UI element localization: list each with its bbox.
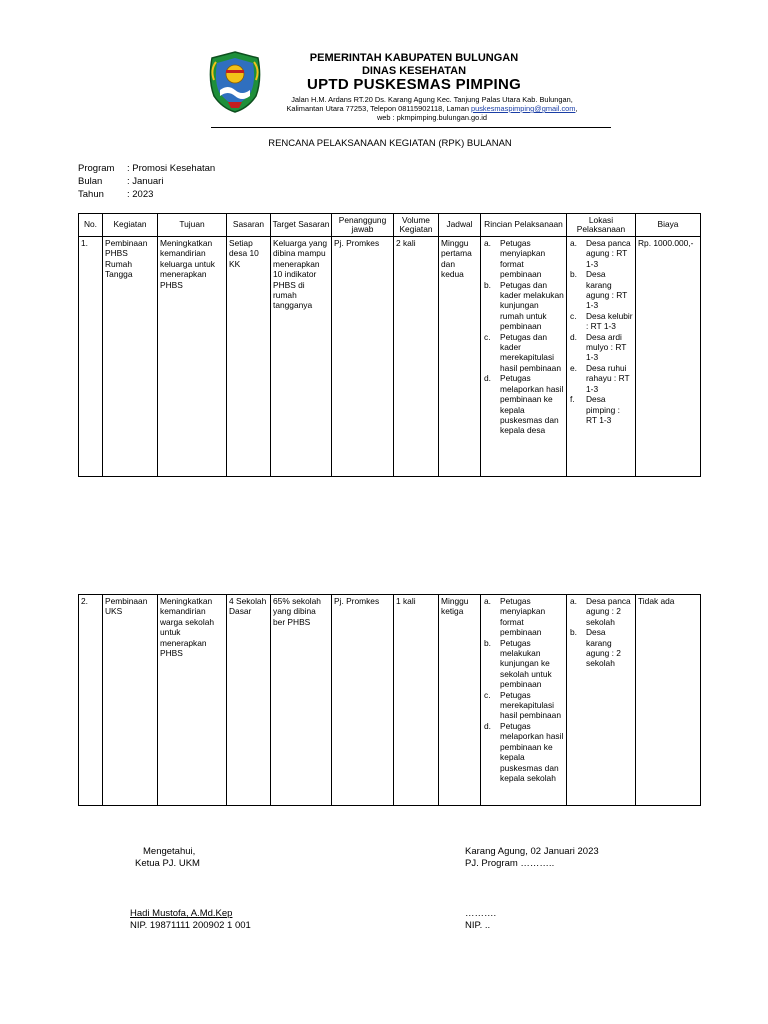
cell-lokasi <box>567 237 636 477</box>
meta-key: Tahun <box>78 189 104 200</box>
cell-target: Keluarga yang dibina mampu menerapkan 10 indikator PHBS di rumah tangganya <box>271 237 332 477</box>
list-item <box>569 596 633 627</box>
header-contact <box>262 104 602 113</box>
col-header: No. <box>79 214 103 237</box>
cell-kegiatan: Pembinaan PHBS Rumah Tangga <box>103 237 158 477</box>
cell-target: 65% sekolah yang dibina ber PHBS <box>271 595 332 806</box>
sig-left-acknowledge: Mengetahui, <box>143 846 196 857</box>
list-item <box>483 280 564 332</box>
cell-jadwal: Minggu pertama dan kedua <box>439 237 481 477</box>
list-item <box>569 363 633 394</box>
list-marker: c. <box>484 689 491 700</box>
list-text: Petugas melaporkan hasil pembinaan ke kepala puskesmas dan kepala sekolah <box>500 720 564 783</box>
document-title: RENCANA PELAKSANAAN KEGIATAN (RPK) BULANAN <box>268 138 512 149</box>
col-header: Volume Kegiatan <box>394 214 439 237</box>
list-text: Petugas menyiapkan format pembinaan <box>500 596 546 638</box>
sig-right-name: ………. <box>465 908 497 919</box>
list-text: Desa ruhui rahayu : RT 1-3 <box>586 362 630 394</box>
header-address: Jalan H.M. Ardans RT.20 Ds. Karang Agung Kec. Tanjung Palas Utara Kab. Bulungan, <box>291 95 573 104</box>
list-item <box>483 373 564 435</box>
list-marker: e. <box>570 362 577 373</box>
cell-no: 1. <box>79 237 103 477</box>
col-header: Tujuan <box>158 214 227 237</box>
meta-key: Program <box>78 163 115 174</box>
cell-rincian <box>481 237 567 477</box>
list-item <box>569 238 633 269</box>
cell-pj: Pj. Promkes <box>332 595 394 806</box>
email-link[interactable]: puskesmaspimping@gmail.com <box>470 104 576 113</box>
cell-biaya: Rp. 1000.000,- <box>636 237 701 477</box>
list-item <box>569 394 633 425</box>
list-marker: a. <box>484 238 491 248</box>
col-header: Biaya <box>636 214 701 237</box>
list-marker: d. <box>484 720 491 731</box>
meta-value: : Promosi Kesehatan <box>127 163 216 174</box>
list-marker: c. <box>570 310 577 321</box>
list-item <box>569 332 633 363</box>
col-header: Penanggung jawab <box>332 214 394 237</box>
meta-value: : 2023 <box>127 189 154 200</box>
cell-lokasi <box>567 595 636 806</box>
cell-jadwal: Minggu ketiga <box>439 595 481 806</box>
table-row <box>79 237 701 477</box>
sig-right-position: PJ. Program ……….. <box>465 858 555 869</box>
header-department: DINAS KESEHATAN <box>361 65 467 77</box>
cell-volume: 1 kali <box>394 595 439 806</box>
list-item <box>569 627 633 669</box>
list-marker: d. <box>570 331 577 342</box>
list-item <box>483 332 564 374</box>
list-text: Desa karang agung : 2 sekolah <box>586 627 621 669</box>
col-header: Lokasi Pelaksanaan <box>567 214 636 237</box>
cell-kegiatan: Pembinaan UKS <box>103 595 158 806</box>
meta-value: : Januari <box>127 176 164 187</box>
list-item <box>483 238 564 280</box>
cell-sasaran: 4 Sekolah Dasar <box>227 595 271 806</box>
rpk-table-part-1 <box>78 213 701 477</box>
list-marker: b. <box>570 269 577 280</box>
cell-pj: Pj. Promkes <box>332 237 394 477</box>
cell-tujuan: Meningkatkan kemandirian keluarga untuk menerapkan PHBS <box>158 237 227 477</box>
sig-right-nip: NIP. .. <box>465 920 491 931</box>
rincian-list <box>483 238 564 436</box>
list-text: Desa karang agung : RT 1-3 <box>586 269 628 311</box>
rpk-table-part-2 <box>78 594 701 806</box>
list-text: Petugas melaporkan hasil pembinaan ke kepala puskesmas dan kepala desa <box>500 373 564 436</box>
cell-sasaran: Setiap desa 10 KK <box>227 237 271 477</box>
list-item <box>569 269 633 311</box>
list-marker: d. <box>484 373 491 384</box>
sig-left-nip: NIP. 19871111 200902 1 001 <box>130 920 251 931</box>
contact-text: Kalimantan Utara 77253, Telepon 08115902118, Laman <box>286 104 471 113</box>
col-header: Jadwal <box>439 214 481 237</box>
table-row <box>79 595 701 806</box>
sig-left-name: Hadi Mustofa, A.Md.Kep <box>130 908 233 919</box>
lokasi-list <box>569 596 633 669</box>
cell-rincian <box>481 595 567 806</box>
list-marker: f. <box>570 394 575 405</box>
list-marker: c. <box>484 331 491 342</box>
list-marker: b. <box>484 637 491 648</box>
list-text: Desa ardi mulyo : RT 1-3 <box>586 331 627 363</box>
table-header-row <box>79 214 701 237</box>
list-text: Petugas merekapitulasi hasil pembinaan <box>500 689 561 721</box>
cell-biaya: Tidak ada <box>636 595 701 806</box>
header-institution: UPTD PUSKESMAS PIMPING <box>306 76 522 93</box>
list-item <box>483 690 564 721</box>
list-item <box>483 638 564 690</box>
col-header: Kegiatan <box>103 214 158 237</box>
meta-key: Bulan <box>78 176 103 187</box>
contact-comma: , <box>575 104 578 113</box>
list-marker: a. <box>570 596 577 606</box>
bulungan-regency-emblem <box>206 50 264 114</box>
sig-right-place-date: Karang Agung, 02 Januari 2023 <box>465 846 599 857</box>
list-item <box>569 311 633 332</box>
list-marker: b. <box>484 279 491 290</box>
list-item <box>483 721 564 783</box>
list-marker: b. <box>570 627 577 638</box>
list-text: Petugas dan kader melakukan kunjungan rumah untuk pembinaan <box>500 279 564 332</box>
header-website: web : pkmpimping.bulungan.go.id <box>376 113 488 122</box>
list-text: Desa kelubir : RT 1-3 <box>586 310 633 332</box>
header-government: PEMERINTAH KABUPATEN BULUNGAN <box>309 52 519 64</box>
list-text: Petugas dan kader merekapitulasi hasil pembinaan <box>500 331 561 373</box>
col-header: Rincian Pelaksanaan <box>481 214 567 237</box>
list-marker: a. <box>570 238 577 248</box>
rincian-list <box>483 596 564 783</box>
list-text: Petugas melakukan kunjungan ke sekolah untuk pembinaan <box>500 637 552 690</box>
sig-left-position: Ketua PJ. UKM <box>135 858 200 869</box>
list-item <box>483 596 564 638</box>
cell-volume: 2 kali <box>394 237 439 477</box>
list-text: Desa panca agung : RT 1-3 <box>586 238 631 269</box>
col-header: Sasaran <box>227 214 271 237</box>
cell-no: 2. <box>79 595 103 806</box>
list-text: Desa panca agung : 2 sekolah <box>586 596 631 627</box>
letterhead-divider <box>211 127 611 128</box>
list-marker: a. <box>484 596 491 606</box>
lokasi-list <box>569 238 633 425</box>
col-header: Target Sasaran <box>271 214 332 237</box>
cell-tujuan: Meningkatkan kemandirian warga sekolah untuk menerapkan PHBS <box>158 595 227 806</box>
list-text: Petugas menyiapkan format pembinaan <box>500 238 546 280</box>
list-text: Desa pimping : RT 1-3 <box>586 394 620 425</box>
